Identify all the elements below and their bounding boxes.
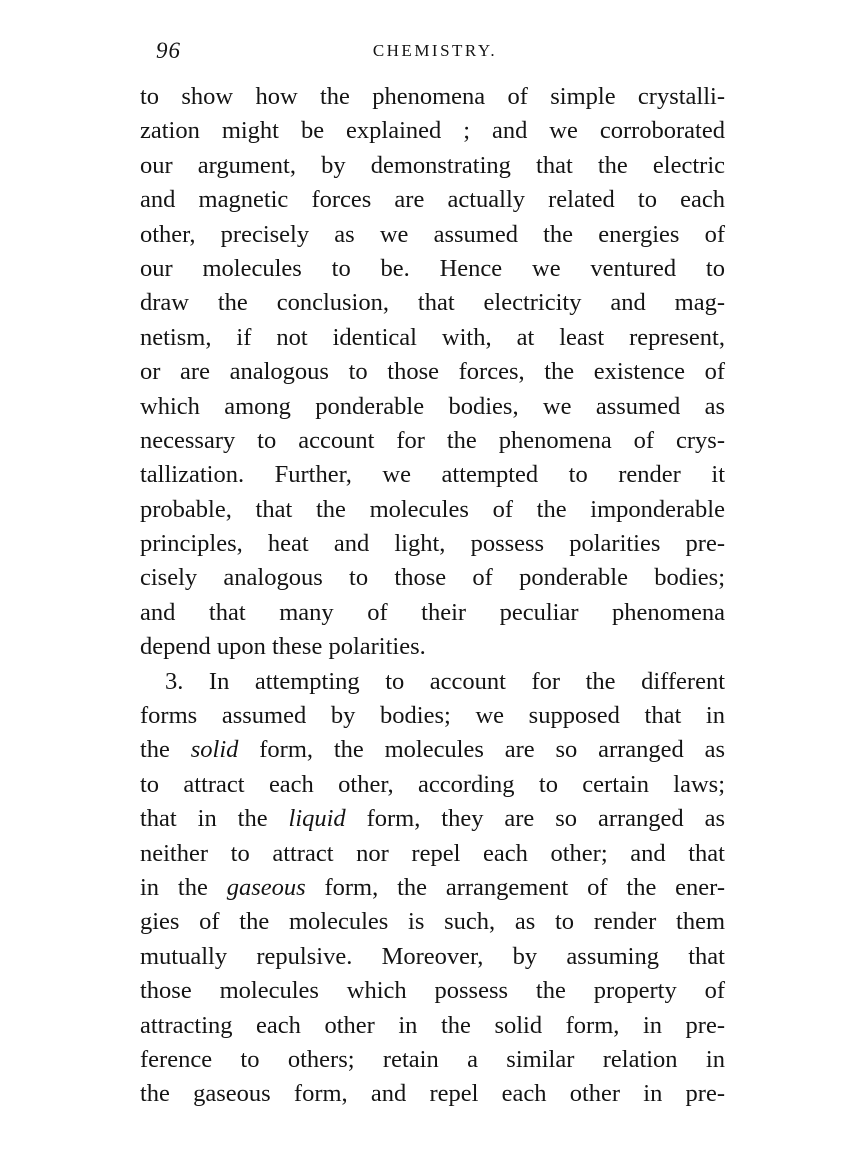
text-line: necessary to account for the phenomena of crys- <box>140 426 725 454</box>
text-line: netism, if not identical with, at least represent, <box>140 323 725 351</box>
text-line: and that many of their peculiar phenomena <box>140 598 725 626</box>
page-number: 96 <box>156 38 181 63</box>
text-line: zation might be explained ; and we corroborated <box>140 117 725 145</box>
text-run: the <box>140 736 191 764</box>
text-line: tallization. Further, we attempted to render it <box>140 461 725 489</box>
text-line: our molecules to be. Hence we ventured to <box>140 254 725 282</box>
text-run: form, the molecules are so arranged as <box>238 736 725 764</box>
text-line: the gaseous form, and repel each other in pre- <box>140 1080 725 1108</box>
text-run: that in the <box>140 805 289 833</box>
text-line: depend upon these polarities. <box>140 633 426 661</box>
text-line: 3. In attempting to account for the different <box>165 667 725 695</box>
text-line <box>140 733 725 767</box>
text-line: probable, that the molecules of the imponderable <box>140 495 725 523</box>
page-header <box>150 38 720 68</box>
text-line: forms assumed by bodies; we supposed that in <box>140 702 725 730</box>
text-line: neither to attract nor repel each other; and that <box>140 839 725 867</box>
text-line: attracting each other in the solid form, in pre- <box>140 1011 725 1039</box>
text-line: gies of the molecules is such, as to render them <box>140 908 725 936</box>
text-line: mutually repulsive. Moreover, by assuming that <box>140 942 725 970</box>
text-line: to attract each other, according to certain laws; <box>140 770 725 798</box>
text-run: form, they are so arranged as <box>345 805 725 833</box>
text-line: and magnetic forces are actually related to each <box>140 186 725 214</box>
text-line: those molecules which possess the property of <box>140 977 725 1005</box>
text-line: other, precisely as we assumed the energies of <box>140 220 725 248</box>
text-run: in the <box>140 873 227 901</box>
italic-term: gaseous <box>226 873 306 901</box>
text-line <box>140 802 725 836</box>
text-run: form, the arrangement of the ener- <box>305 873 725 901</box>
italic-term: liquid <box>288 805 346 833</box>
text-line: cisely analogous to those of ponderable bodies; <box>140 564 725 592</box>
body-text <box>140 80 725 1112</box>
text-line: which among ponderable bodies, we assumed as <box>140 392 725 420</box>
text-line: ference to others; retain a similar relation in <box>140 1045 725 1073</box>
italic-term: solid <box>190 736 239 764</box>
text-line: our argument, by demonstrating that the electric <box>140 151 725 179</box>
text-line: principles, heat and light, possess polarities pre- <box>140 530 725 558</box>
text-line: or are analogous to those forces, the existence of <box>140 358 725 386</box>
text-line: to show how the phenomena of simple crystalli- <box>140 83 725 110</box>
text-line <box>140 871 725 905</box>
running-title: CHEMISTRY. <box>372 41 498 60</box>
text-line: draw the conclusion, that electricity and mag- <box>140 289 725 317</box>
